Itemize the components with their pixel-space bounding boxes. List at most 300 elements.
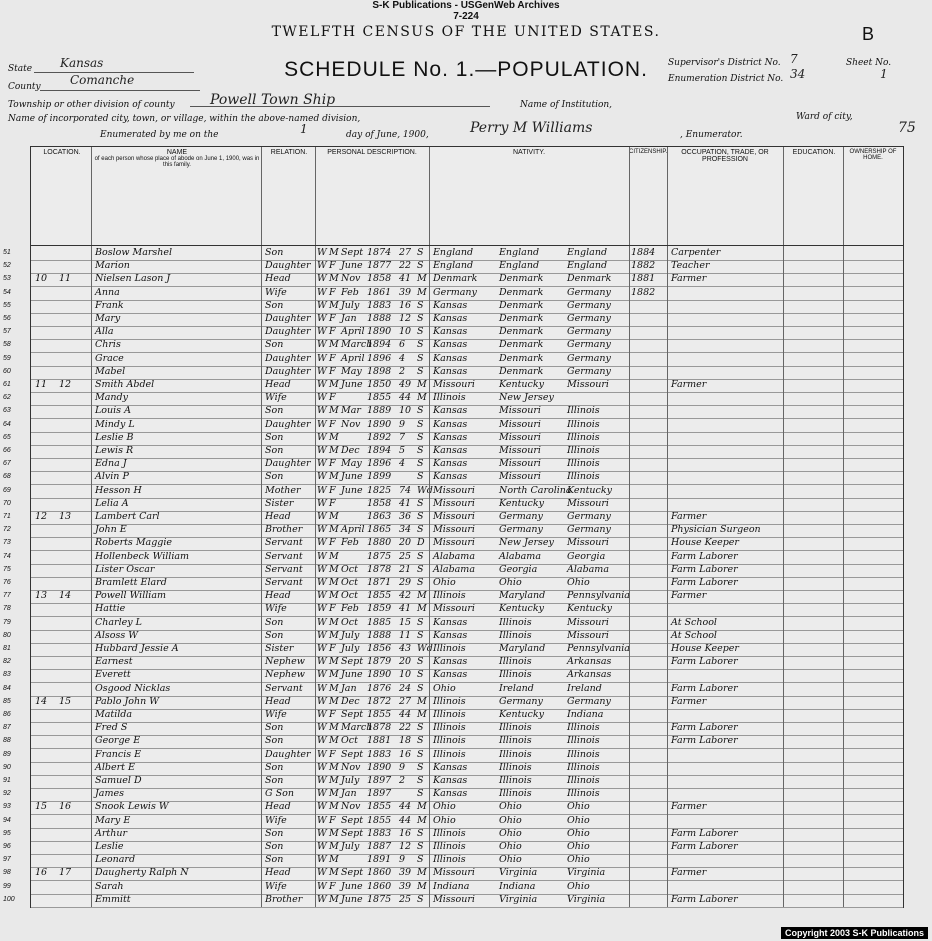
cell-sex: M — [329, 471, 339, 483]
cell-color: W — [317, 484, 327, 496]
cell-year: 1858 — [367, 273, 392, 285]
cell-ms: S — [417, 458, 424, 470]
cell-sex: F — [329, 260, 336, 272]
cell-rel: Daughter — [265, 326, 311, 338]
cell-year: 1898 — [367, 365, 392, 377]
cell-father: Missouri — [499, 445, 541, 456]
line-number: 89 — [3, 750, 11, 758]
cell-name: Hattie — [95, 603, 126, 615]
cell-color: W — [317, 590, 327, 602]
cell-name: Nielsen Lason J — [95, 273, 171, 285]
cell-birth: Kansas — [433, 365, 468, 377]
cell-birth: Missouri — [433, 524, 475, 536]
cell-ms: M — [417, 286, 427, 298]
cell-color: W — [317, 735, 327, 747]
cell-color: W — [317, 537, 327, 549]
cell-birth: England — [433, 247, 474, 258]
cell-color: W — [317, 352, 327, 364]
table-row — [3, 563, 903, 577]
cell-mother: Ohio — [567, 827, 590, 839]
institution-label: Name of Institution, — [520, 100, 613, 110]
column-rule — [667, 147, 668, 907]
cell-year: 1871 — [367, 577, 392, 588]
cell-age: 9 — [399, 418, 406, 430]
cell-color: W — [317, 629, 327, 641]
cell-sex: M — [329, 722, 339, 734]
cell-birth: Missouri — [433, 484, 475, 496]
cell-father: New Jersey — [499, 537, 554, 549]
cell-name: Alvin P — [95, 471, 129, 483]
line-number: 59 — [3, 354, 11, 362]
line-number: 60 — [3, 367, 11, 375]
cell-age: 39 — [399, 880, 412, 892]
cell-birth: Kansas — [433, 431, 468, 443]
cell-ms: S — [417, 854, 424, 866]
table-row — [3, 735, 903, 748]
cell-month: April — [341, 326, 365, 338]
cell-birth: Kansas — [433, 458, 468, 470]
cell-rel: Son — [265, 445, 284, 456]
line-number: 52 — [3, 262, 11, 270]
cell-rel: Son — [265, 841, 284, 852]
table-row — [3, 841, 903, 854]
cell-mother: Missouri — [567, 629, 609, 641]
cell-age: 16 — [399, 748, 412, 760]
col-location: LOCATION. — [43, 149, 81, 156]
cell-sex: M — [329, 801, 339, 813]
cell-age: 24 — [399, 682, 412, 694]
cell-rel: Head — [265, 511, 291, 522]
line-number: 99 — [3, 882, 11, 890]
cell-month: Nov — [341, 801, 361, 813]
cell-ms: M — [417, 603, 427, 615]
cell-father: Illinois — [499, 748, 532, 760]
cell-ms: S — [417, 669, 424, 681]
cell-year: 1877 — [367, 260, 392, 272]
cell-color: W — [317, 682, 327, 694]
cell-month: June — [341, 484, 363, 496]
cell-mother: Germany — [567, 524, 611, 536]
cell-birth: Illinois — [433, 709, 466, 720]
col-citizenship: CITIZENSHIP. — [629, 149, 668, 155]
cell-ms: S — [417, 365, 424, 377]
cell-birth: Ohio — [433, 801, 456, 813]
table-row — [3, 418, 903, 432]
cell-father: New Jersey — [499, 392, 554, 404]
cell-age: 25 — [399, 550, 412, 562]
cell-father: Ireland — [499, 682, 534, 694]
cell-sex: M — [329, 431, 339, 443]
cell-mother: Illinois — [567, 748, 600, 760]
cell-ms: S — [417, 550, 424, 562]
row-rule — [31, 907, 903, 908]
schedule-title: SCHEDULE No. 1.—POPULATION. — [284, 58, 648, 81]
cell-age: 44 — [399, 814, 412, 826]
cell-month: June — [341, 669, 363, 681]
cell-name: George E — [95, 735, 141, 747]
cell-ms: S — [417, 511, 424, 522]
cell-year: 1890 — [367, 761, 392, 773]
cell-occ: Farm Laborer — [671, 577, 738, 588]
cell-month: Nov — [341, 273, 361, 285]
cell-birth: Denmark — [433, 273, 478, 285]
table-row — [3, 484, 903, 498]
cell-age: 74 — [399, 484, 412, 496]
cell-rel: Son — [265, 735, 284, 747]
census-table — [3, 146, 904, 908]
cell-ms: S — [417, 788, 424, 800]
line-number: 77 — [3, 592, 11, 600]
cell-birth: Missouri — [433, 893, 475, 905]
table-row — [3, 748, 903, 762]
cell-age: 44 — [399, 392, 412, 404]
cell-name: Fred S — [95, 722, 128, 734]
cell-sex: F — [329, 458, 336, 470]
cell-color: W — [317, 577, 327, 588]
cell-father: Kentucky — [499, 709, 544, 720]
cell-father: Maryland — [499, 643, 546, 654]
cell-age: 9 — [399, 854, 406, 866]
table-row — [3, 524, 903, 537]
cell-occ: At School — [671, 629, 717, 641]
cell-sex: M — [329, 339, 339, 351]
cell-rel: Head — [265, 867, 291, 879]
cell-name: Leonard — [95, 854, 136, 866]
cell-birth: Illinois — [433, 695, 466, 707]
col-relation: RELATION. — [270, 149, 308, 156]
col-name-sub: of each person whose place of abode on June 1, 1900, was in this family. — [94, 156, 260, 168]
cell-occ: Teacher — [671, 260, 710, 272]
cell-sex: M — [329, 616, 339, 628]
cell-occ: Farmer — [671, 273, 707, 285]
cell-dw: 12 — [35, 511, 48, 522]
cell-month: May — [341, 458, 362, 470]
table-row — [3, 299, 903, 313]
cell-month: Sept — [341, 867, 364, 879]
cell-color: W — [317, 273, 327, 285]
cell-age: 2 — [399, 775, 406, 786]
cell-age: 4 — [399, 352, 406, 364]
cell-sex: M — [329, 247, 339, 258]
cell-year: 1892 — [367, 431, 392, 443]
cell-age: 42 — [399, 590, 412, 602]
cell-rel: Wife — [265, 880, 287, 892]
cell-ms: S — [417, 405, 424, 417]
line-number: 78 — [3, 605, 11, 613]
cell-sex: M — [329, 841, 339, 852]
table-row — [3, 722, 903, 735]
cell-ms: S — [417, 656, 424, 668]
cell-name: Daugherty Ralph N — [95, 867, 189, 879]
cell-ms: D — [417, 537, 425, 549]
table-row — [3, 445, 903, 458]
table-row — [3, 405, 903, 418]
cell-ms: M — [417, 709, 427, 720]
enumerator-label: , Enumerator. — [680, 130, 743, 140]
cell-father: Virginia — [499, 867, 538, 879]
cell-birth: Kansas — [433, 616, 468, 628]
cell-birth: Alabama — [433, 550, 475, 562]
cell-age: 44 — [399, 709, 412, 720]
cell-ms: S — [417, 418, 424, 430]
cell-rel: Head — [265, 695, 291, 707]
cell-ms: S — [417, 616, 424, 628]
cell-age: 6 — [399, 339, 406, 351]
table-row — [3, 431, 903, 445]
cell-mother: Ohio — [567, 814, 590, 826]
enum-district-label: Enumeration District No. — [668, 74, 784, 84]
town-label: Name of incorporated city, town, or village, within the above-named division, — [8, 114, 361, 124]
cell-color: W — [317, 854, 327, 866]
cell-year: 1883 — [367, 827, 392, 839]
cell-mother: Missouri — [567, 537, 609, 549]
col-nativity: NATIVITY. — [512, 149, 546, 156]
cell-name: Albert E — [95, 761, 135, 773]
cell-color: W — [317, 841, 327, 852]
line-number: 87 — [3, 724, 11, 732]
cell-ms: S — [417, 827, 424, 839]
cell-age: 36 — [399, 511, 412, 522]
cell-name: Mandy — [95, 392, 128, 404]
cell-father: Denmark — [499, 365, 544, 377]
cell-sex: F — [329, 709, 336, 720]
table-row — [3, 854, 903, 867]
cell-age: 10 — [399, 669, 412, 681]
cell-name: Sarah — [95, 880, 124, 892]
cell-color: W — [317, 867, 327, 879]
line-number: 91 — [3, 777, 11, 784]
cell-father: Illinois — [499, 616, 532, 628]
cell-sex: F — [329, 286, 336, 298]
cell-color: W — [317, 643, 327, 654]
cell-ms: S — [417, 260, 424, 272]
line-number: 79 — [3, 618, 11, 626]
cell-birth: Illinois — [433, 735, 466, 747]
cell-sex: M — [329, 405, 339, 417]
line-number: 69 — [3, 486, 11, 494]
table-row — [3, 313, 903, 326]
cell-sex: F — [329, 537, 336, 549]
cell-year: 1894 — [367, 339, 392, 351]
cell-mother: Georgia — [567, 550, 606, 562]
cell-year: 1897 — [367, 788, 392, 800]
cell-mother: Virginia — [567, 893, 606, 905]
cell-ms: S — [417, 722, 424, 734]
cell-mother: Illinois — [567, 418, 600, 430]
table-row — [3, 893, 903, 907]
cell-birth: Illinois — [433, 392, 466, 404]
cell-birth: Kansas — [433, 405, 468, 417]
line-number: 58 — [3, 341, 11, 349]
cell-father: North Carolina — [499, 484, 572, 496]
cell-year: 1897 — [367, 775, 392, 786]
cell-sex: M — [329, 695, 339, 707]
cell-name: James — [95, 788, 124, 800]
cell-rel: Wife — [265, 286, 287, 298]
cell-mother: Germany — [567, 313, 611, 324]
line-number: 73 — [3, 539, 11, 547]
cell-birth: England — [433, 260, 474, 272]
cell-year: 1865 — [367, 524, 392, 536]
cell-ms: M — [417, 590, 427, 602]
cell-father: Ohio — [499, 827, 522, 839]
column-rule — [315, 147, 316, 907]
cell-year: 1894 — [367, 445, 392, 456]
cell-birth: Kansas — [433, 788, 468, 800]
line-number: 62 — [3, 394, 11, 402]
line-number: 92 — [3, 790, 11, 798]
cell-mother: Illinois — [567, 761, 600, 773]
cell-month: June — [341, 893, 363, 905]
cell-fam: 16 — [59, 801, 72, 813]
cell-ms: Wd — [417, 643, 433, 654]
cell-sex: M — [329, 629, 339, 641]
cell-fam: 12 — [59, 379, 72, 390]
cell-father: Denmark — [499, 313, 544, 324]
table-row — [3, 379, 903, 392]
cell-birth: Missouri — [433, 603, 475, 615]
cell-age: 16 — [399, 299, 412, 311]
cell-mother: Ohio — [567, 854, 590, 866]
line-number: 83 — [3, 671, 11, 679]
cell-color: W — [317, 405, 327, 417]
cell-ms: S — [417, 313, 424, 324]
cell-mother: Illinois — [567, 458, 600, 470]
cell-birth: Germany — [433, 286, 477, 298]
cell-color: W — [317, 550, 327, 562]
cell-mother: Illinois — [567, 445, 600, 456]
cell-imm: 1881 — [631, 273, 656, 285]
cell-rel: Servant — [265, 563, 303, 575]
table-row — [3, 511, 903, 524]
table-row — [3, 326, 903, 339]
cell-color: W — [317, 656, 327, 668]
cell-age: 12 — [399, 841, 412, 852]
cell-imm: 1882 — [631, 260, 656, 272]
cell-fam: 17 — [59, 867, 72, 879]
cell-month: April — [341, 352, 365, 364]
cell-father: Kentucky — [499, 497, 544, 509]
township-line — [190, 106, 490, 107]
cell-year: 1825 — [367, 484, 392, 496]
cell-occ: Farm Laborer — [671, 550, 738, 562]
cell-rel: Wife — [265, 709, 287, 720]
cell-ms: S — [417, 431, 424, 443]
cell-color: W — [317, 722, 327, 734]
copyright: Copyright 2003 S-K Publications — [781, 927, 928, 939]
cell-birth: Kansas — [433, 629, 468, 641]
cell-rel: Son — [265, 247, 284, 258]
cell-occ: Farm Laborer — [671, 841, 738, 852]
cell-sex: M — [329, 299, 339, 311]
cell-month: Oct — [341, 616, 358, 628]
cell-age: 21 — [399, 563, 412, 575]
cell-name: Mary E — [95, 814, 131, 826]
cell-mother: Germany — [567, 326, 611, 338]
cell-birth: Kansas — [433, 656, 468, 668]
cell-name: Boslow Marshel — [95, 247, 173, 258]
cell-name: Arthur — [95, 827, 127, 839]
cell-year: 1855 — [367, 814, 392, 826]
cell-birth: Ohio — [433, 814, 456, 826]
cell-rel: G Son — [265, 788, 294, 800]
cell-color: W — [317, 511, 327, 522]
cell-name: Edna J — [95, 458, 127, 470]
cell-mother: Illinois — [567, 431, 600, 443]
cell-year: 1855 — [367, 392, 392, 404]
cell-year: 1888 — [367, 629, 392, 641]
cell-color: W — [317, 827, 327, 839]
col-personal: PERSONAL DESCRIPTION. — [327, 149, 417, 156]
column-rule — [91, 147, 92, 907]
cell-color: W — [317, 339, 327, 351]
cell-father: Georgia — [499, 563, 538, 575]
cell-father: Illinois — [499, 775, 532, 786]
cell-rel: Son — [265, 761, 284, 773]
cell-birth: Missouri — [433, 379, 475, 390]
cell-ms: S — [417, 352, 424, 364]
cell-color: W — [317, 445, 327, 456]
line-number: 74 — [3, 552, 11, 560]
cell-father: Germany — [499, 695, 543, 707]
cell-year: 1896 — [367, 458, 392, 470]
cell-color: W — [317, 286, 327, 298]
cell-age: 15 — [399, 616, 412, 628]
cell-mother: Illinois — [567, 722, 600, 734]
cell-color: W — [317, 775, 327, 786]
cell-mother: Illinois — [567, 471, 600, 483]
cell-sex: M — [329, 656, 339, 668]
table-row — [3, 629, 903, 643]
column-rule — [783, 147, 784, 907]
cell-name: Earnest — [95, 656, 133, 668]
cell-ms: M — [417, 379, 427, 390]
cell-color: W — [317, 524, 327, 536]
cell-age: 41 — [399, 497, 412, 509]
cell-sex: F — [329, 497, 336, 509]
cell-rel: Servant — [265, 682, 303, 694]
cell-month: Nov — [341, 761, 361, 773]
line-number: 72 — [3, 526, 11, 534]
cell-mother: Alabama — [567, 563, 609, 575]
cell-year: 1855 — [367, 801, 392, 813]
cell-father: Missouri — [499, 418, 541, 430]
cell-mother: Pennsylvania — [567, 643, 630, 654]
cell-year: 1858 — [367, 497, 392, 509]
cell-name: Marion — [95, 260, 130, 272]
cell-year: 1891 — [367, 854, 392, 866]
cell-rel: Daughter — [265, 458, 311, 470]
cell-mother: Germany — [567, 286, 611, 298]
cell-sex: F — [329, 352, 336, 364]
cell-color: W — [317, 563, 327, 575]
line-number: 75 — [3, 565, 11, 573]
table-row — [3, 286, 903, 300]
table-row — [3, 814, 903, 828]
cell-occ: At School — [671, 616, 717, 628]
cell-month: Sept — [341, 748, 364, 760]
cell-color: W — [317, 471, 327, 483]
cell-color: W — [317, 299, 327, 311]
line-number: 80 — [3, 631, 11, 639]
supervisor-value: 7 — [790, 52, 798, 66]
cell-birth: Ohio — [433, 577, 456, 588]
cell-rel: Son — [265, 775, 284, 786]
cell-age: 39 — [399, 867, 412, 879]
cell-father: Illinois — [499, 735, 532, 747]
cell-month: Mar — [341, 405, 361, 417]
cell-occ: Farm Laborer — [671, 827, 738, 839]
